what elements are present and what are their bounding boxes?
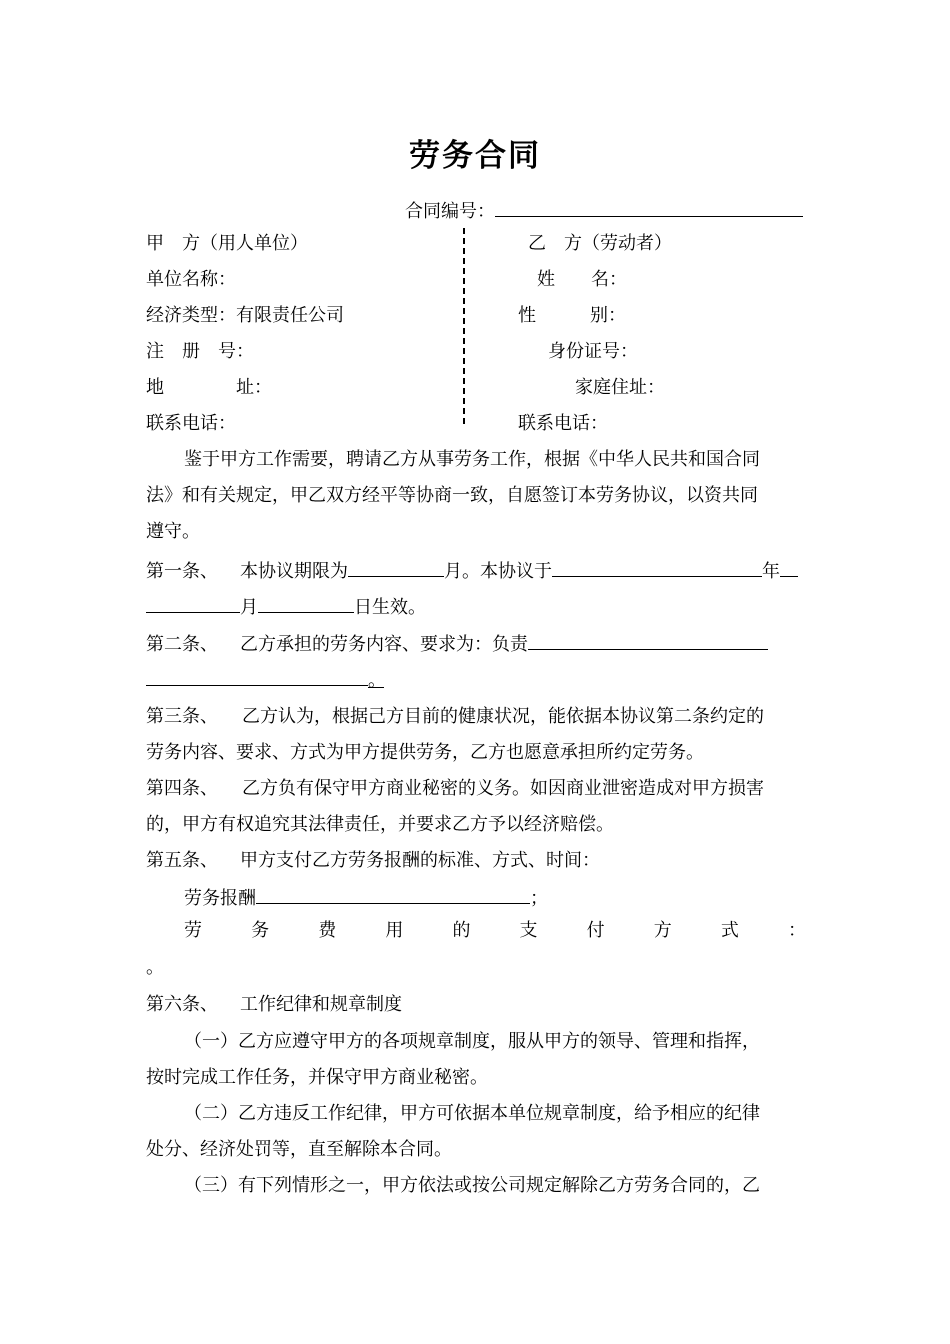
contract-number-label: 合同编号： bbox=[405, 201, 495, 222]
payment-method-end: 。 bbox=[146, 957, 164, 978]
start-day-blank[interactable] bbox=[258, 594, 354, 613]
preamble-line-2: 法》和有关规定，甲乙双方经平等协商一致，自愿签订本劳务协议，以资共同 bbox=[146, 485, 758, 506]
article-6-p1-line-1: （一）乙方应遵守甲方的各项规章制度，服从甲方的领导、管理和指挥， bbox=[184, 1031, 760, 1052]
article-1-effective-text: 日生效。 bbox=[354, 597, 426, 618]
article-6-p1-line-2: 按时完成工作任务，并保守甲方商业秘密。 bbox=[146, 1067, 488, 1088]
article-2-line-2 bbox=[146, 667, 384, 693]
article-1-start-text: 月。本协议于 bbox=[444, 561, 552, 582]
method-char: 用 bbox=[385, 920, 404, 941]
term-months-blank[interactable] bbox=[348, 558, 444, 577]
article-6-line-1 bbox=[146, 993, 402, 1017]
party-b-id-no: 身份证号： bbox=[548, 341, 638, 362]
article-6-p2-line-2: 处分、经济处罚等，直至解除本合同。 bbox=[146, 1139, 452, 1160]
pay-end-mark: ； bbox=[530, 888, 548, 909]
party-divider bbox=[463, 228, 465, 424]
party-a-econ-type: 经济类型：有限责任公司 bbox=[146, 305, 344, 326]
start-month-blank-b[interactable] bbox=[146, 594, 240, 613]
article-6-title: 工作纪律和规章制度 bbox=[240, 994, 402, 1015]
article-4-line-1 bbox=[146, 777, 764, 801]
article-1-month-text: 月 bbox=[240, 597, 258, 618]
party-a-reg-no: 注 册 号： bbox=[146, 341, 254, 362]
article-1-line-2 bbox=[146, 594, 426, 620]
party-b-gender: 性 别： bbox=[518, 305, 626, 326]
article-6-p3-line-1: （三）有下列情形之一，甲方依法或按公司规定解除乙方劳务合同的，乙 bbox=[184, 1175, 760, 1196]
article-2-end-mark: 。 bbox=[368, 670, 386, 691]
method-char: 式 bbox=[720, 920, 739, 941]
party-a-address: 地 址： bbox=[146, 377, 272, 398]
pay-blank[interactable] bbox=[256, 885, 530, 904]
pay-label: 劳务报酬 bbox=[184, 888, 256, 909]
article-6-p2-line-1: （二）乙方违反工作纪律，甲方可依据本单位规章制度，给予相应的纪律 bbox=[184, 1103, 760, 1124]
article-3-label: 第三条、 bbox=[146, 706, 218, 727]
article-5-label: 第五条、 bbox=[146, 850, 218, 871]
start-year-blank[interactable] bbox=[552, 558, 762, 577]
method-char: ： bbox=[787, 920, 806, 941]
article-5-pay-line bbox=[184, 885, 548, 911]
article-4-text-1: 乙方负有保守甲方商业秘密的义务。如因商业泄密造成对甲方损害 bbox=[242, 778, 764, 799]
party-a-phone: 联系电话： bbox=[146, 413, 236, 434]
document-title: 劳务合同 bbox=[409, 138, 541, 174]
contract-number-blank[interactable] bbox=[495, 198, 803, 217]
party-a-unit-name: 单位名称： bbox=[146, 269, 236, 290]
method-char: 务 bbox=[251, 920, 270, 941]
article-3-line-1 bbox=[146, 705, 764, 729]
start-month-blank-a[interactable] bbox=[780, 558, 798, 577]
preamble-line-3: 遵守。 bbox=[146, 521, 200, 542]
article-5-line-1 bbox=[146, 849, 600, 873]
method-char: 付 bbox=[586, 920, 605, 941]
method-char: 的 bbox=[452, 920, 471, 941]
article-4-label: 第四条、 bbox=[146, 778, 218, 799]
article-2-text: 乙方承担的劳务内容、要求为：负责 bbox=[240, 634, 528, 655]
payment-method-line bbox=[146, 919, 806, 943]
article-4-line-2: 的，甲方有权追究其法律责任，并要求乙方予以经济赔偿。 bbox=[146, 814, 614, 835]
article-2-line-1 bbox=[146, 631, 768, 657]
duties-blank-2[interactable] bbox=[146, 667, 368, 686]
method-char: 劳 bbox=[184, 920, 202, 941]
party-b-home-address: 家庭住址： bbox=[575, 377, 665, 398]
article-3-line-2: 劳务内容、要求、方式为甲方提供劳务，乙方也愿意承担所约定劳务。 bbox=[146, 742, 704, 763]
article-1-term-text: 本协议期限为 bbox=[240, 561, 348, 582]
method-char: 方 bbox=[653, 920, 672, 941]
article-1-label: 第一条、 bbox=[146, 561, 218, 582]
article-6-label: 第六条、 bbox=[146, 994, 218, 1015]
method-char: 费 bbox=[318, 920, 337, 941]
contract-number-line bbox=[405, 198, 803, 224]
article-5-text-1: 甲方支付乙方劳务报酬的标准、方式、时间： bbox=[240, 850, 600, 871]
article-3-text-1: 乙方认为，根据己方目前的健康状况，能依据本协议第二条约定的 bbox=[242, 706, 764, 727]
article-2-label: 第二条、 bbox=[146, 634, 218, 655]
method-char: 支 bbox=[519, 920, 538, 941]
party-b-name: 姓 名： bbox=[537, 269, 627, 290]
party-a-header: 甲 方（用人单位） bbox=[146, 233, 308, 254]
party-b-header: 乙 方（劳动者） bbox=[528, 233, 672, 254]
preamble-line-1: 鉴于甲方工作需要，聘请乙方从事劳务工作，根据《中华人民共和国合同 bbox=[184, 449, 760, 470]
article-1-year-text: 年 bbox=[762, 561, 780, 582]
article-1-line-1 bbox=[146, 558, 798, 584]
party-b-phone: 联系电话： bbox=[518, 413, 608, 434]
duties-blank-1[interactable] bbox=[528, 631, 768, 650]
